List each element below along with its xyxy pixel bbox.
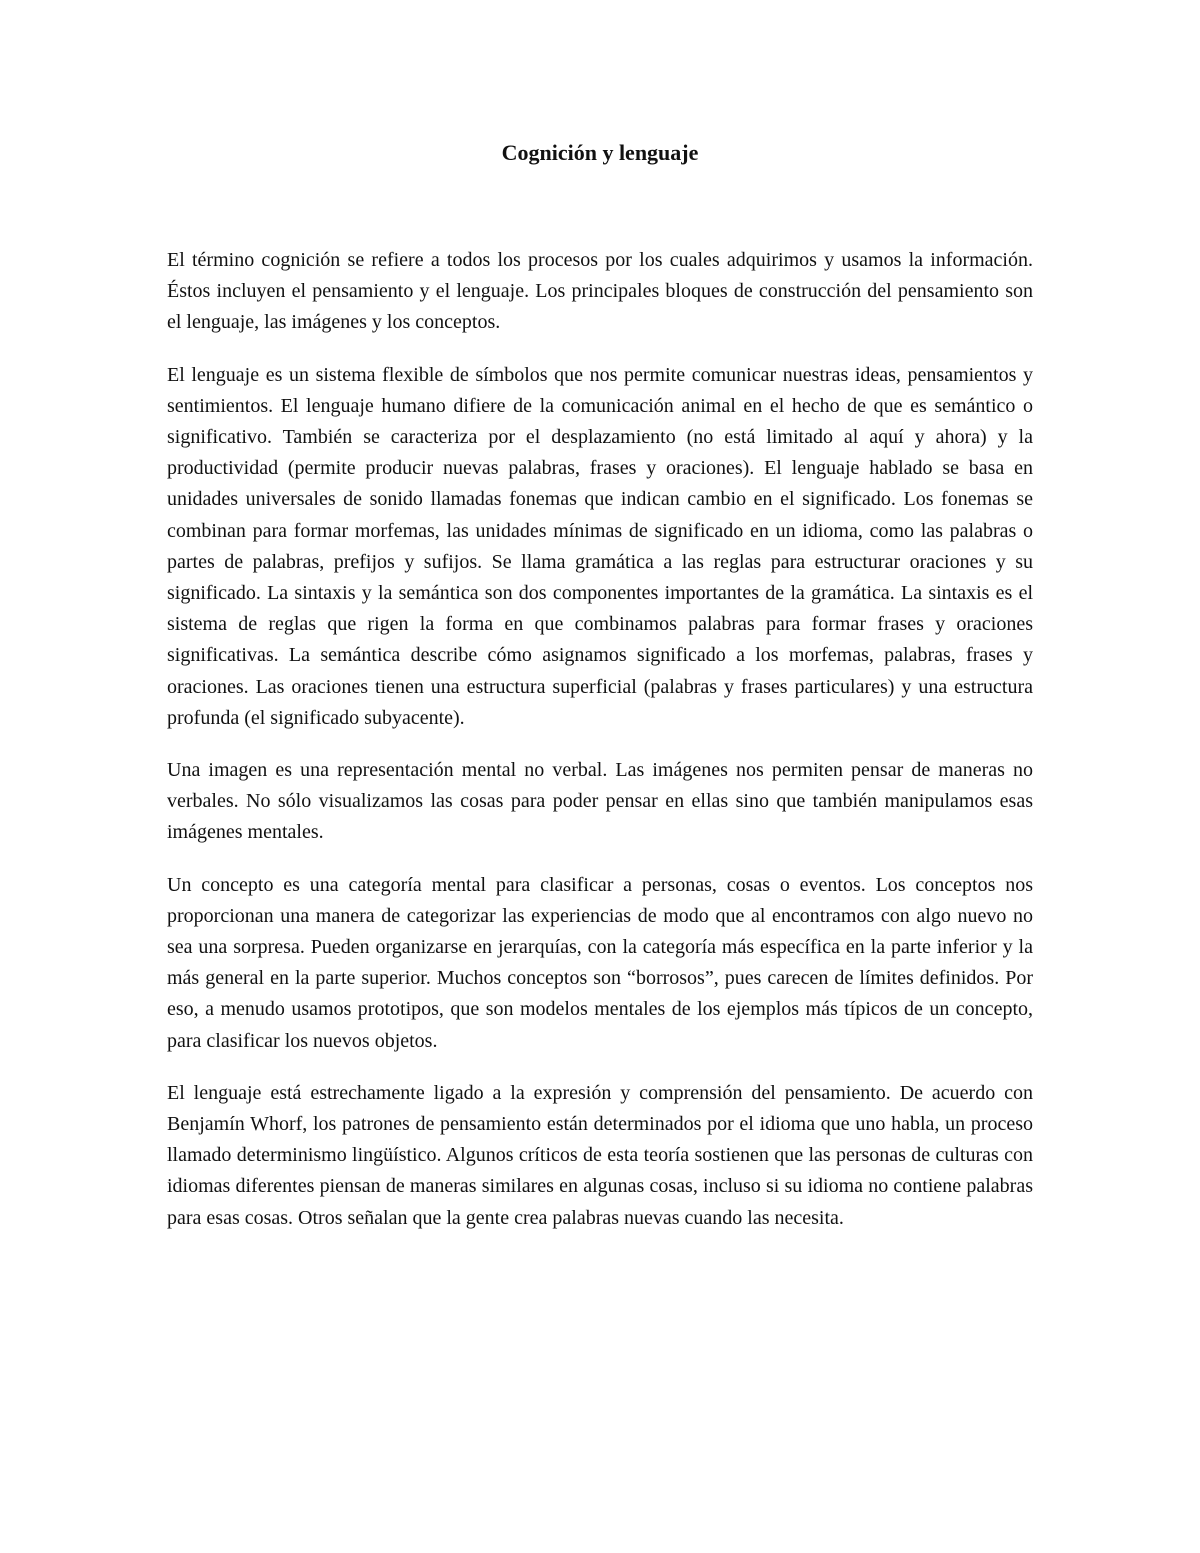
paragraph-cognicion: El término cognición se refiere a todos los procesos por los cuales adquirimos y usamos la información. Éstos incluyen el pensamiento y el lenguaje. Los principales bloques de construcción del pensamiento son el lenguaje, las imágenes y los conceptos. <box>167 249 1033 334</box>
document-title: Cognición y lenguaje <box>501 140 699 165</box>
paragraph-lenguaje: El lenguaje es un sistema flexible de símbolos que nos permite comunicar nuestras ideas, pensamientos y sentimientos. El lenguaje humano difiere de la comunicación animal en el hecho de que es semántico o significativo. También se caracteriza por el desplazamiento (no está limitado al aquí y ahora) y la productividad (permite producir nuevas palabras, frases y oraciones). El lenguaje hablado se basa en unidades universales de sonido llamadas fonemas que indican cambio en el significado. Los fonemas se combinan para formar morfemas, las unidades mínimas de significado en un idioma, como las palabras o partes de palabras, prefijos y sufijos. Se llama gramática a las reglas para estructurar oraciones y su significado. La sintaxis y la semántica son dos componentes importantes de la gramática. La sintaxis es el sistema de reglas que rigen la forma en que combinamos palabras para formar frases y oraciones significativas. La semántica describe cómo asignamos significado a los morfemas, palabras, frases y oraciones. Las oraciones tienen una estructura superficial (palabras y frases particulares) y una estructura profunda (el significado subyacente). <box>167 363 1033 729</box>
paragraph-determinismo: El lenguaje está estrechamente ligado a la expresión y comprensión del pensamiento. De acuerdo con Benjamín Whorf, los patrones de pensamiento están determinados por el idioma que uno habla, un proceso llamado determinismo lingüístico. Algunos críticos de esta teoría sostienen que las personas de culturas con idiomas diferentes piensan de maneras similares en algunas cosas, incluso si su idioma no contiene palabras para esas cosas. Otros señalan que la gente crea palabras nuevas cuando las necesita. <box>167 1081 1033 1229</box>
document-body <box>167 245 1033 1255</box>
paragraph-concepto: Un concepto es una categoría mental para clasificar a personas, cosas o eventos. Los conceptos nos proporcionan una manera de categorizar las experiencias de modo que al encontramos con algo nuevo no sea una sorpresa. Pueden organizarse en jerarquías, con la categoría más específica en la parte inferior y la más general en la parte superior. Muchos conceptos son “borrosos”, pues carecen de límites definidos. Por eso, a menudo usamos prototipos, que son modelos mentales de los ejemplos más típicos de un concepto, para clasificar los nuevos objetos. <box>167 873 1033 1052</box>
paragraph-imagen: Una imagen es una representación mental no verbal. Las imágenes nos permiten pensar de maneras no verbales. No sólo visualizamos las cosas para poder pensar en ellas sino que también manipulamos esas imágenes mentales. <box>167 759 1033 844</box>
